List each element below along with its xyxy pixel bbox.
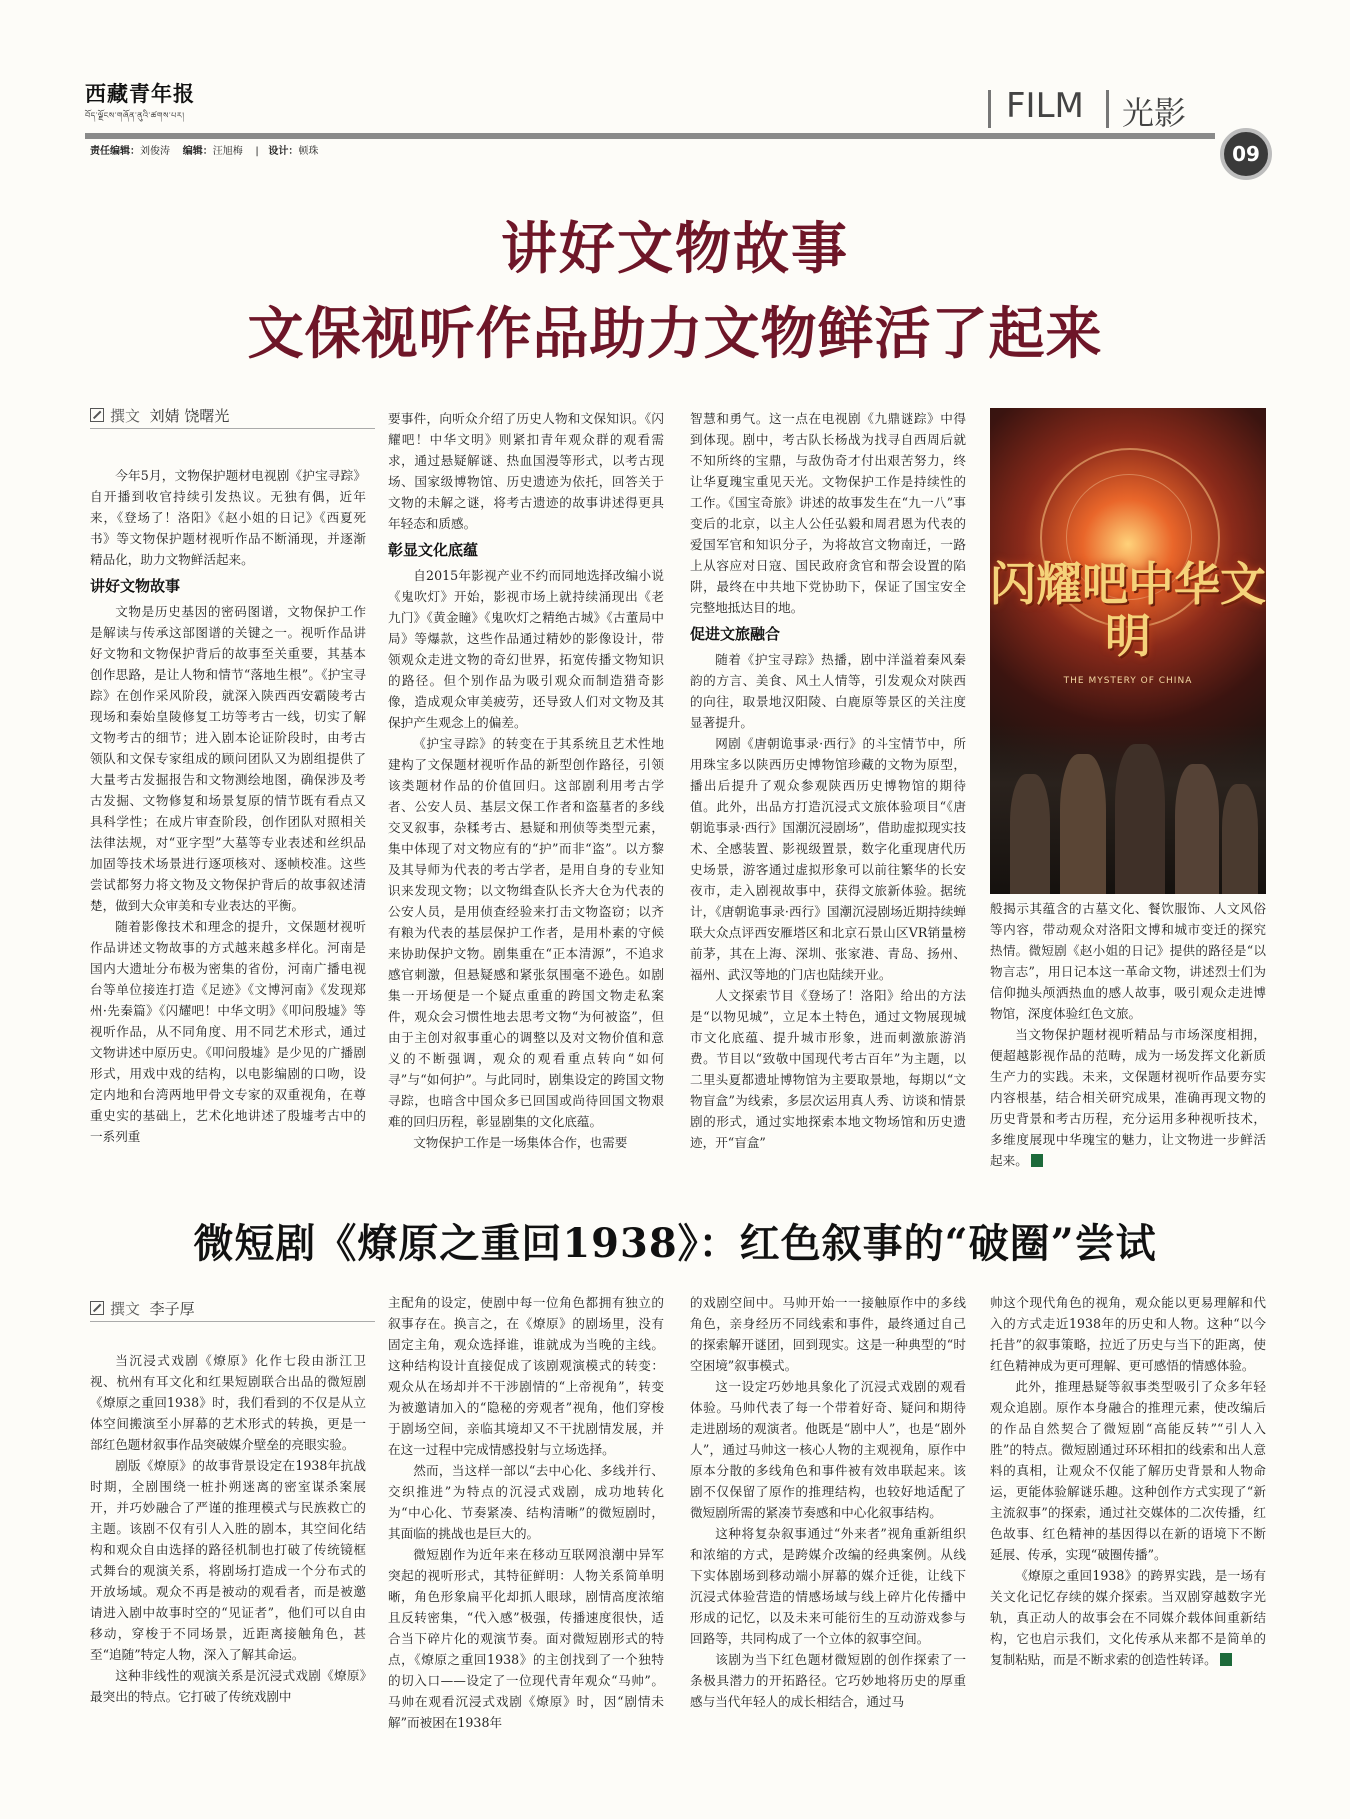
article2-byline: 撰文 李子厚 [90, 1298, 195, 1319]
article1-byline: 撰文 刘婧 饶曙光 [90, 405, 229, 426]
section-divider-left [988, 90, 991, 128]
subheading: 彰显文化底蕴 [388, 541, 479, 559]
masthead-subtitle: བོད་ལྗོངས་གཞོན་ནུའི་ཚགས་པར། [85, 111, 185, 120]
poster-title: 闪耀吧中华文明 [990, 557, 1266, 663]
article2-column-4: 帅这个现代角色的视角，观众能以更易理解和代入的方式走近1938年的历史和人物。这种“以今托昔”的叙事策略，拉近了历史与当下的距离，使红色精神成为更可理解、更可感悟的情感体验。 此外，推理悬疑等叙事类型吸引了众多年轻观众追剧。原作本身融合的推理元素，使改编后的作品自然契合了微短剧“高能反转”“引人入胜”的特点。微短剧通过环环相扣的线索和出人意料的真相，让观众不仅能了解历史背景和人物命运，更能体验解谜乐趣。这种创作方式实现了“新主流叙事”的探索，通过社交媒体的二次传播，红色故事、红色精神的基因得以在新的语境下不断延展、传承，实现“破圈传播”。 《燎原之重回1938》的跨界实践，是一场有关文化记忆存续的媒介探索。当双剧穿越数字光轨，真正动人的故事会在不同媒介载体间重新结构，它也启示我们，文化传承从来都不是简单的复制粘贴，而是不断求索的创造性转译。 [990, 1295, 1266, 1667]
editor-credits: 责任编辑：刘俊涛 编辑：汪旭梅 | 设计：顿珠 [90, 146, 319, 157]
article2-column-3: 的戏剧空间中。马帅开始一一接触原作中的多线角色，亲身经历不同线索和事件，最终通过自己的探索解开谜团，回到现实。这是一种典型的“时空困境”叙事模式。 这一设定巧妙地具象化了沉浸式戏剧的观看体验。马帅代表了每一个带着好奇、疑问和期待走进剧场的观演者。他既是“剧中人”，也是“剧外人”，通过马帅这一核心人物的主观视角，原作中原本分散的多线角色和事件被有效串联起来。该剧不仅保留了原作的推理结构，也较好地适配了微短剧所需的紧凑节奏感和中心化叙事结构。 这种将复杂叙事通过“外来者”视角重新组织和浓缩的方式，是跨媒介改编的经典案例。从线下实体剧场到移动端小屏幕的媒介迁徙，让线下沉浸式体验营造的情感场域与线上碎片化传播中形成的记忆，以及未来可能衍生的互动游戏参与回路等，共同构成了一个立体的叙事空间。 该剧为当下红色题材微短剧的创作探索了一条极具潜力的开拓路径。它巧妙地将历史的厚重感与当代年轻人的成长相结合，通过马 [690, 1295, 966, 1709]
article1-column-1: 今年5月，文物保护题材电视剧《护宝寻踪》自开播到收官持续引发热议。无独有偶，近年来，《登场了！洛阳》《赵小姐的日记》《西夏死书》等文物保护题材视听作品不断涌现，并逐渐精品化，助力文物鲜活起来。 讲好文物故事 文物是历史基因的密码图谱，文物保护工作是解读与传承这部图谱的关键之一。视听作品讲好文物和文物保护背后的故事至关重要，其基本创作思路，是让人物和情节“落地生根”。《护宝寻踪》在创作采风阶段，就深入陕西西安霸陵考古现场和秦始皇陵修复工坊等考古一线，切实了解文物考古的细节；进入剧本论证阶段时，由考古领队和文保专家组成的顾问团队又为剧组提供了大量考古发掘报告和文物测绘地图，确保涉及考古发掘、文物修复和场景复原的情节既有看点又具科学性；在成片审查阶段，创作团队对照相关法律法规，对“亚字型”大墓等专业表述和丝织品加固等技术场景进行逐项核对、逐帧校准。这些尝试都努力将文物及文物保护背后的故事叙述清楚，做到大众审美和专业表达的平衡。 随着影像技术和理念的提升，文保题材视听作品讲述文物故事的方式越来越多样化。河南是国内大遗址分布极为密集的省份，河南广播电视台等单位接连打造《足迹》《文博河南》《发现郑州·先秦篇》《闪耀吧！中华文明》《叩问殷墟》等视听作品，从不同角度、用不同艺术形式，通过文物讲述中原历史。《叩问殷墟》是少见的广播剧形式，用戏中戏的结构，以电影编剧的口吻，设定内地和台湾两地甲骨文专家的双重视角，在尊重史实的基础上，艺术化地讲述了殷墟考古中的一系列重 [90, 468, 366, 1144]
article2-title: 微短剧《燎原之重回1938》：红色叙事的“破圈”尝试 [193, 1220, 1157, 1267]
page-number-badge: 09 [1220, 128, 1272, 180]
article2-column-2: 主配角的设定，使剧中每一位角色都拥有独立的叙事存在。换言之，在《燎原》的剧场里，没有固定主角，观众选择谁，谁就成为当晚的主线。这种结构设计直接促成了该剧观演模式的转变：观众从在场却并不干涉剧情的“上帝视角”，转变为被邀请加入的“隐秘的旁观者”视角，他们穿梭于剧场空间，亲临其境却又不干扰剧情发展，并在这一过程中完成情感投射与立场选择。 然而，当这样一部以“去中心化、多线并行、交织推进”为特点的沉浸式戏剧，成功地转化为“中心化、节奏紧凑、结构清晰”的微短剧时，其面临的挑战也是巨大的。 微短剧作为近年来在移动互联网浪潮中异军突起的视听形式，其特征鲜明：人物关系简单明晰，角色形象扁平化却抓人眼球，剧情高度浓缩且反转密集，“代入感”极强，传播速度很快，适合当下碎片化的观演节奏。面对微短剧形式的特点，《燎原之重回1938》的主创找到了一个独特的切入口——设定了一位现代青年观众“马帅”。马帅在观看沉浸式戏剧《燎原》时，因“剧情未解”而被困在1938年 [388, 1295, 664, 1730]
pen-icon [90, 1301, 104, 1315]
drama-poster-image [990, 408, 1266, 894]
article1-byline-rule [90, 428, 375, 429]
article1-title-line1: 讲好文物故事 [501, 217, 849, 282]
article2-byline-rule [90, 1321, 375, 1322]
section-divider-mid [1106, 90, 1109, 128]
header-rule [85, 133, 1215, 139]
article2-column-1: 当沉浸式戏剧《燎原》化作七段由浙江卫视、杭州有耳文化和红果短剧联合出品的微短剧《燎原之重回1938》时，我们看到的不仅是从立体空间搬演至小屏幕的艺术形式的转换，更是一部红色题材叙事作品突破媒介壁垒的亮眼实验。 剧版《燎原》的故事背景设定在1938年抗战时期，全剧围绕一桩扑朔迷离的密室谋杀案展开，并巧妙融合了严谨的推理模式与民族救亡的主题。该剧不仅有引人入胜的剧本，其空间化结构和观众自由选择的路径机制也打破了传统镜框式舞台的观演关系，将剧场打造成一个分布式的开放场域。观众不再是被动的观看者，而是被邀请进入剧中故事时空的“见证者”，他们可以自由移动，穿梭于不同场景，近距离接触角色，甚至“追随”特定人物，深入了解其命运。 这种非线性的观演关系是沉浸式戏剧《燎原》最突出的特点。它打破了传统戏剧中 [90, 1353, 366, 1704]
pen-icon [90, 408, 104, 422]
end-mark-icon [1220, 1653, 1232, 1666]
end-mark-icon [1031, 1154, 1043, 1167]
article1-column-4: 般揭示其蕴含的古墓文化、餐饮服饰、人文风俗等内容，带动观众对洛阳文博和城市变迁的探究热情。微短剧《赵小姐的日记》提供的路径是“以物言志”，用日记本这一革命文物，讲述烈士们为信仰抛头颅洒热血的感人故事，吸引观众走进博物馆，深度体验红色文旅。 当文物保护题材视听精品与市场深度相拥，便超越影视作品的范畴，成为一场发挥文化新质生产力的实践。未来，文保题材视听作品要夯实内容根基，结合相关研究成果，准确再现文物的历史背景和考古历程，充分运用多种视听技术，多维度展现中华瑰宝的魅力，让文物进一步鲜活起来。 [990, 901, 1266, 1168]
section-label-cn: 光影 [1122, 94, 1187, 132]
subheading: 促进文旅融合 [690, 625, 781, 643]
article1-column-3: 智慧和勇气。这一点在电视剧《九鼎谜踪》中得到体现。剧中，考古队长杨战为找寻自西周后就不知所终的宝鼎，与敌伪奇才付出艰苦努力，终让华夏瑰宝重见天光。文物保护工作是持续性的工作。《国宝奇旅》讲述的故事发生在“九一八”事变后的北京，以主人公任弘毅和周君恩为代表的爱国军官和知识分子，为将故宫文物南迁，一路上从容应对日寇、国民政府贪官和帮会设置的陷阱，最终在中共地下党协助下，保证了国宝安全完整地抵达目的地。 促进文旅融合 随着《护宝寻踪》热播，剧中洋溢着秦风秦韵的方言、美食、风土人情等，引发观众对陕西的向往，取景地汉阳陵、白鹿原等景区的关注度显著提升。 网剧《唐朝诡事录·西行》的斗宝情节中，所用珠宝多以陕西历史博物馆珍藏的文物为原型，播出后提升了观众参观陕西历史博物馆的期待值。此外，出品方打造沉浸式文旅体验项目“《唐朝诡事录·西行》国潮沉浸剧场”，借助虚拟现实技术、全感装置、影视级置景，数字化重现唐代历史场景，游客通过虚拟形象可以前往繁华的长安夜市，走入剧视故事中，获得文旅新体验。据统计，《唐朝诡事录·西行》国潮沉浸剧场近期持续蝉联大众点评西安雁塔区和北京石景山区VR销量榜前茅，其在上海、深圳、张家港、青岛、扬州、福州、武汉等地的门店也陆续开业。 人文探索节目《登场了！洛阳》给出的方法是“以物见城”，立足本土特色，通过文物展现城市文化底蕴、提升城市形象，进而刺激旅游消费。节目以“致敬中国现代考古百年”为主题，以二里头夏都遗址博物馆为主要取景地，每期以“文物盲盒”为线索，多层次运用真人秀、访谈和情景剧的形式，通过实地探索本地文物场馆和历史遗迹，开“盲盒” [690, 411, 966, 1150]
subheading: 讲好文物故事 [90, 577, 181, 595]
article1-column-2: 要事件，向听众介绍了历史人物和文保知识。《闪耀吧！中华文明》则紧扣青年观众群的观看需求，通过悬疑解谜、热血国漫等形式，以考古现场、国家级博物馆、历史遗迹为依托，回答关于文物的未解之谜，将考古遗迹的故事讲述得更具年轻态和质感。 彰显文化底蕴 自2015年影视产业不约而同地选择改编小说《鬼吹灯》开始，影视市场上就持续涌现出《老九门》《黄金瞳》《鬼吹灯之精绝古城》《古董局中局》等爆款，这些作品通过精妙的影像设计，带领观众走进文物的奇幻世界，拓宽传播文物知识的路径。但个别作品为吸引观众而制造猎奇影像，造成观众审美疲劳，还导致人们对文物及其保护产生观念上的偏差。 《护宝寻踪》的转变在于其系统且艺术性地建构了文保题材视听作品的新型创作路径，引领该类题材作品的价值回归。这部剧利用考古学者、公安人员、基层文保工作者和盗墓者的多线交叉叙事，杂糅考古、悬疑和刑侦等类型元素，集中体现了对文物应有的“护”而非“盗”。以方黎及其导师为代表的考古学者，是用自身的专业知识来发现文物；以文物缉查队长齐大仓为代表的公安人员，是用侦查经验来打击文物盗窃；以齐有粮为代表的基层保护工作者，是用朴素的守候来协助保护文物。剧集重在“正本清源”，不追求感官刺激，但悬疑感和紧张氛围毫不逊色。如剧集一开场便是一个疑点重重的跨国文物走私案件，观众会习惯性地去思考文物“为何被盗”，但由于主创对叙事重心的调整以及对文物价值和意义的不断强调，观众的观看重点转向“如何寻”与“如何护”。与此同时，剧集设定的跨国文物寻踪，也暗含中国众多已回国或尚待回国文物艰难的回归历程，彰显剧集的文化底蕴。 文物保护工作是一场集体合作，也需要 [388, 411, 664, 1150]
article1-title-line2: 文保视听作品助力文物鲜活了起来 [247, 302, 1103, 367]
poster-subtitle: THE MYSTERY OF CHINA [1063, 676, 1193, 686]
masthead-logo: 西藏青年报 [85, 81, 195, 106]
section-label-en: FILM [1006, 86, 1084, 126]
